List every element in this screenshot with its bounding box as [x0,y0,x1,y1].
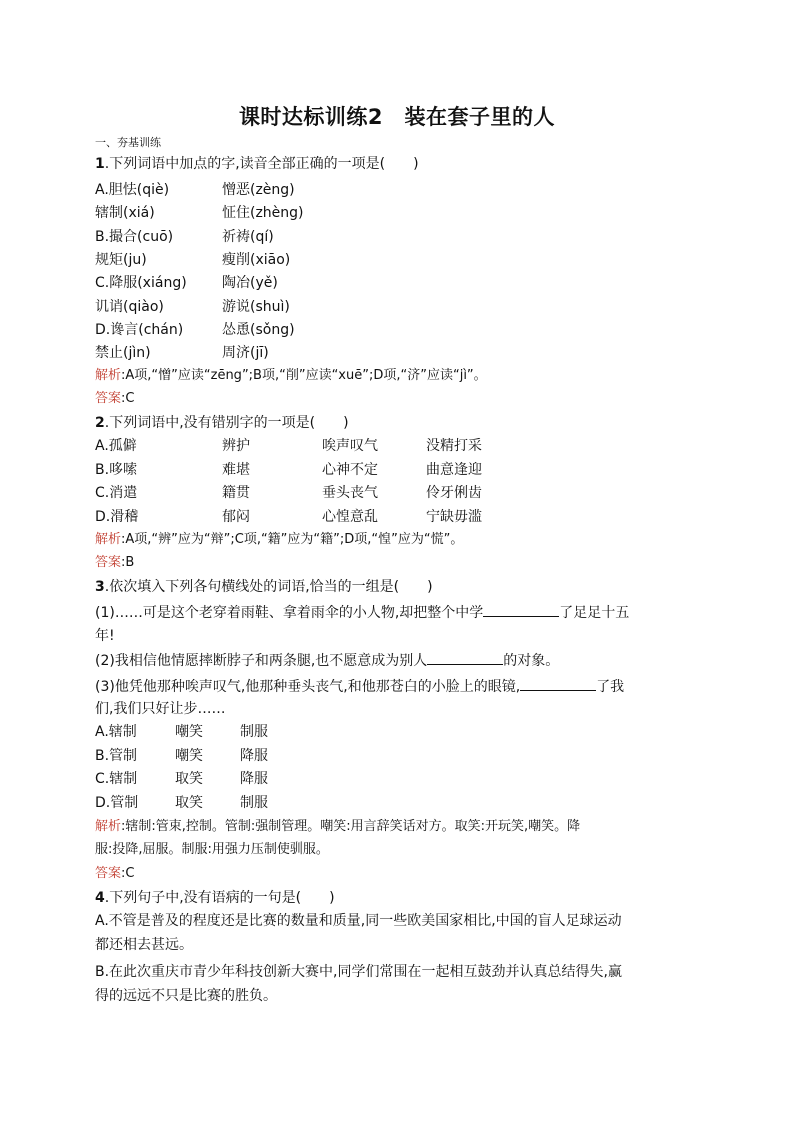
q1-option-row [0,343,794,363]
option-word: 憎恶(zèng) [222,182,295,198]
q2-option-row [0,483,794,503]
explanation-text: :A项,“憎”应读“zēng”;B项,“削”应读“xuē”;D项,“济”应读“jì”。 [121,368,487,383]
q2-answer [95,553,134,573]
question-text: .下列句子中,没有语病的一句是( ) [104,890,335,906]
fill-blank [427,650,503,665]
option-word: A.孤僻 [95,438,137,454]
option-word: 难堪 [222,462,250,478]
q3-sentence-1 [95,602,629,623]
option-word: A.胆怯(qiè) [95,182,170,198]
option-word: 郁闷 [222,509,250,525]
q3-explanation-cont: 服:投降,屈服。制服:用强力压制使驯服。 [95,842,329,857]
q3-option-row [0,746,794,766]
q3-answer [95,864,134,884]
explanation-label: 解析 [95,368,122,383]
option-word: C.消遣 [95,485,138,501]
option-word: C.降服(xiáng) [95,275,187,291]
option-word: D.谗言(chán) [95,322,184,338]
explanation-text: :A项,“辨”应为“辩”;C项,“籍”应为“籍”;D项,“惶”应为“慌”。 [121,532,464,547]
q4-option-b: B.在此次重庆市青少年科技创新大赛中,同学们常围在一起相互鼓劲并认真总结得失,赢 [95,964,622,980]
option-word: 制服 [240,795,268,811]
q2-explanation [95,530,463,550]
option-word: 心惶意乱 [322,509,378,525]
option-word: 心神不定 [322,462,378,478]
q3-sentence-1-cont: 年! [95,628,115,644]
q1-option-row [0,320,794,340]
fill-blank [483,602,559,617]
option-word: 规矩(ju) [95,252,147,268]
option-word: D.管制 [95,795,139,811]
q1-option-row [0,273,794,293]
q1-explanation [95,366,487,386]
option-word: 讥诮(qiào) [95,299,164,315]
q3-explanation [95,817,580,837]
option-word: B.撮合(cuō) [95,229,174,245]
option-word: B.哆嗦 [95,462,138,478]
question-text: .下列词语中加点的字,读音全部正确的一项是( ) [104,156,419,172]
q3-option-row [0,769,794,789]
option-word: 取笑 [175,795,203,811]
option-word: 辖制(xiá) [95,205,155,221]
answer-text: :C [121,391,135,406]
q2-option-row [0,436,794,456]
fill-blank [520,676,596,691]
option-word: D.滑稽 [95,509,139,525]
option-word: 嘲笑 [175,748,203,764]
option-word: 降服 [240,771,268,787]
option-word: 嘲笑 [175,724,203,740]
option-word: 垂头丧气 [322,485,378,501]
option-word: 没精打采 [426,438,482,454]
option-word: 籍贯 [222,485,250,501]
answer-text: :B [121,555,135,570]
sentence-text: 了我 [596,679,625,695]
answer-label: 答案 [95,555,122,570]
option-word: 瘦削(xiāo) [222,252,291,268]
question-text: .下列词语中,没有错别字的一项是( ) [104,415,349,431]
explanation-text: :辖制:管束,控制。管制:强制管理。嘲笑:用言辞笑话对方。取笑:开玩笑,嘲笑。降 [121,819,581,834]
question-3-stem [95,577,433,597]
question-number: 1 [95,156,105,172]
option-word: C.辖制 [95,771,138,787]
question-4-stem [95,888,335,908]
option-word: 祈祷(qí) [222,229,274,245]
q1-option-row [0,180,794,200]
question-number: 4 [95,890,105,906]
option-word: 周济(jī) [222,345,269,361]
option-word: 陶冶(yě) [222,275,278,291]
sentence-text: (1)……可是这个老穿着雨鞋、拿着雨伞的小人物,却把整个中学 [95,605,484,621]
q3-sentence-2 [95,650,559,671]
q3-option-row [0,793,794,813]
option-word: 宁缺毋滥 [426,509,482,525]
q4-option-a: A.不管是普及的程度还是比赛的数量和质量,同一些欧美国家相比,中国的盲人足球运动 [95,913,622,929]
sentence-text: 的对象。 [503,653,560,669]
option-word: 怔住(zhèng) [222,205,304,221]
q1-answer [95,389,134,409]
q3-sentence-3-cont: 们,我们只好让步…… [95,701,226,717]
option-word: 禁止(jìn) [95,345,151,361]
option-word: B.管制 [95,748,138,764]
option-word: 取笑 [175,771,203,787]
q4-option-b-cont: 得的远远不只是比赛的胜负。 [95,988,277,1004]
q1-option-row [0,250,794,270]
page-title: 课时达标训练2 装在套子里的人 [238,105,556,129]
q1-option-row [0,297,794,317]
question-text: .依次填入下列各句横线处的词语,恰当的一组是( ) [104,579,433,595]
q3-sentence-3 [95,676,624,697]
explanation-label: 解析 [95,532,122,547]
option-word: A.辖制 [95,724,137,740]
q1-option-row [0,203,794,223]
explanation-label: 解析 [95,819,122,834]
option-word: 降服 [240,748,268,764]
option-word: 唉声叹气 [322,438,378,454]
question-number: 2 [95,415,105,431]
q2-option-row [0,460,794,480]
q1-option-row [0,227,794,247]
question-number: 3 [95,579,105,595]
option-word: 制服 [240,724,268,740]
question-2-stem [95,413,349,433]
q4-option-a-cont: 都还相去甚远。 [95,937,193,953]
sentence-text: 了足足十五 [559,605,630,621]
sentence-text: (3)他凭他那种唉声叹气,他那种垂头丧气,和他那苍白的小脸上的眼镜, [95,679,521,695]
q2-option-row [0,507,794,527]
answer-text: :C [121,866,135,881]
option-word: 伶牙俐齿 [426,485,482,501]
option-word: 怂恿(sǒng) [222,322,295,338]
answer-label: 答案 [95,866,122,881]
q3-option-row [0,722,794,742]
sentence-text: (2)我相信他情愿摔断脖子和两条腿,也不愿意成为别人 [95,653,428,669]
option-word: 游说(shuì) [222,299,290,315]
question-1-stem [95,154,419,174]
option-word: 曲意逢迎 [426,462,482,478]
answer-label: 答案 [95,391,122,406]
section-heading: 一、夯基训练 [95,136,161,149]
option-word: 辨护 [222,438,250,454]
